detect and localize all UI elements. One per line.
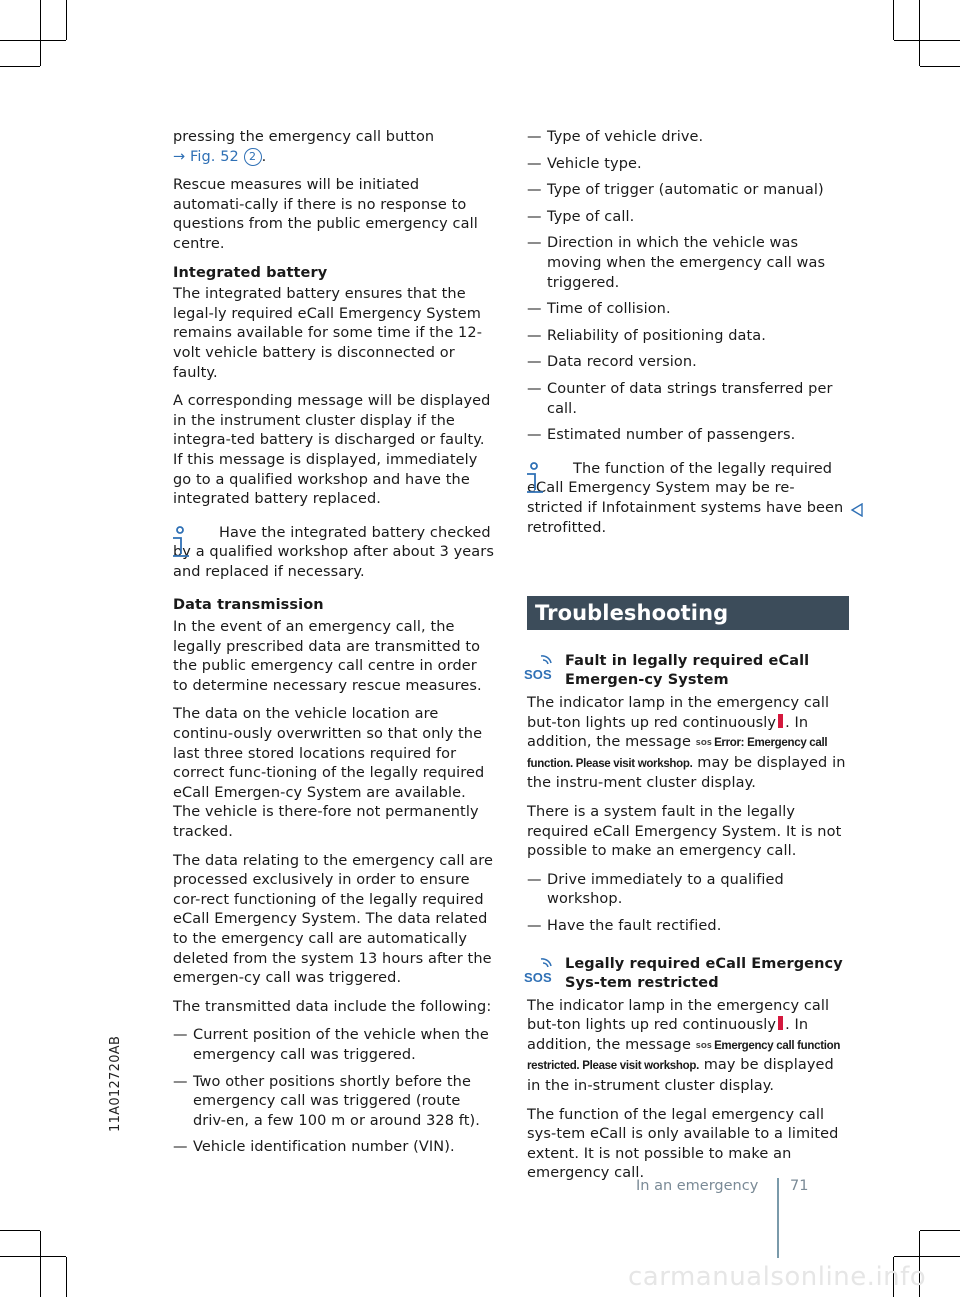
list-item: — Type of vehicle drive.	[527, 128, 849, 148]
infotainment-note-text: The function of the legally required eCall Emergency System may be re-stricted if Infotainment systems have been retrofitted.	[527, 460, 844, 536]
restricted-text: may be displayed in the in-strument cluster display.	[527, 1057, 834, 1094]
red-lamp-icon	[778, 714, 783, 728]
list-item: — Type of trigger (automatic or manual)	[527, 181, 849, 201]
left-column	[173, 128, 495, 1167]
data-paragraph-3: The data relating to the emergency call are processed exclusively in order to ensure cor-rect functioning of the legally required eCall Emergency System. The data related to the emergency call are automatically deleted from the system 13 hours after the emergen-cy call was triggered.	[173, 852, 494, 987]
crop-mark	[894, 1256, 960, 1257]
data-paragraph-2: The data on the vehicle location are continu-ously overwritten so that only the last three stored locations required for correct func-tioning of the legally required eCall Emergen-cy System are available. The vehicle is there-fore not permanently tracked.	[173, 706, 485, 840]
restricted-text: . In addition, the message	[527, 1017, 809, 1053]
list-item: — Vehicle type.	[527, 155, 849, 175]
intro-paragraph: pressing the emergency call button → Fig. 52 2 .	[173, 129, 435, 165]
data-paragraph-4: The transmitted data include the following:	[173, 998, 492, 1015]
fault-text: The indicator lamp in the emergency call but-ton lights up red continuously	[527, 695, 830, 731]
battery-paragraph-2: A corresponding message will be displayed in the instrument cluster display if the integra-ted battery is discharged or faulty. If this message is displayed, immediately go to a qualified workshop and have the integrated battery replaced.	[173, 393, 491, 508]
crop-mark	[0, 1256, 66, 1257]
crop-mark	[40, 1231, 41, 1297]
list-item: — Time of collision.	[527, 300, 849, 320]
svg-text:SOS: SOS	[524, 667, 552, 682]
fault-heading: Fault in legally required eCall Emergen-cy System	[565, 653, 810, 689]
data-list-right	[527, 128, 849, 446]
footer-section-title: In an emergency	[636, 1178, 759, 1194]
restricted-text: The indicator lamp in the emergency call but-ton lights up red continuously	[527, 997, 830, 1034]
document-code: 11A012720AB	[108, 1035, 123, 1132]
restricted-paragraph-2: The function of the legal emergency call sys-tem eCall is only available to a limited extent. It is not possible to make an emergency call.	[527, 1106, 839, 1182]
page-number: 71	[790, 1178, 809, 1194]
crop-mark	[894, 40, 960, 41]
fault-paragraph-2: There is a system fault in the legally required eCall Emergency System. It is not possible to make an emergency call.	[527, 804, 842, 860]
crop-mark	[920, 1230, 960, 1231]
data-paragraph-1: In the event of an emergency call, the legally prescribed data are transmitted to the public emergency call centre in order to determine necessary rescue measures.	[173, 619, 482, 694]
svg-text:SOS: SOS	[524, 969, 552, 984]
crop-mark	[919, 0, 920, 66]
section-header-troubleshooting: Troubleshooting	[527, 596, 849, 630]
fault-text: . In addition, the message	[527, 714, 809, 751]
list-item: — Vehicle identification number (VIN).	[173, 1138, 495, 1158]
crop-mark	[66, 0, 67, 40]
figure-item-number: 2	[244, 148, 262, 166]
fault-text: may be displayed in the instru-ment cluster display.	[527, 754, 846, 792]
list-item: — Counter of data strings transferred per call.	[527, 380, 849, 419]
battery-note	[173, 524, 495, 583]
list-item: — Two other positions shortly before the emergency call was triggered (route driv-en, a few 100 m or around 328 ft).	[173, 1073, 495, 1132]
list-item: — Estimated number of passengers.	[527, 426, 849, 446]
crop-mark	[66, 1257, 67, 1297]
rescue-paragraph: Rescue measures will be initiated automati-cally if there is no response to questions from the public emergency call centre.	[173, 177, 478, 252]
crop-mark	[0, 66, 40, 67]
fault-display-message: Error: Emergency call function. Please visit workshop.	[527, 737, 828, 770]
figure-link[interactable]: Fig. 52	[189, 148, 239, 165]
fault-warning	[524, 652, 849, 690]
watermark: carmanualsonline.info	[628, 1262, 927, 1292]
intro-text: pressing the emergency call button	[173, 129, 435, 145]
battery-note-text: Have the integrated battery checked by a qualified workshop after about 3 years and replaced if necessary.	[173, 524, 495, 580]
fault-paragraph-1	[527, 694, 849, 794]
list-item: — Have the fault rectified.	[527, 917, 849, 937]
red-lamp-icon	[778, 1016, 783, 1030]
data-list-left	[173, 1026, 495, 1158]
sos-icon	[523, 956, 557, 984]
sos-icon	[523, 653, 557, 681]
crop-mark	[920, 66, 960, 67]
list-item: — Current position of the vehicle when the emergency call was triggered.	[173, 1026, 495, 1065]
list-item: — Reliability of positioning data.	[527, 327, 849, 347]
crop-mark	[0, 1230, 40, 1231]
restricted-heading: Legally required eCall Emergency Sys-tem restricted	[565, 955, 843, 991]
crop-mark	[40, 0, 41, 66]
right-column	[524, 128, 849, 1193]
list-item: — Direction in which the vehicle was moving when the emergency call was triggered.	[527, 234, 849, 293]
sos-icon: SOS	[695, 739, 713, 748]
crop-mark	[0, 40, 66, 41]
fault-list	[527, 871, 849, 937]
restricted-paragraph-1	[527, 997, 849, 1097]
sos-icon: SOS	[695, 1041, 713, 1050]
list-item: — Type of call.	[527, 208, 849, 228]
restricted-display-message: Emergency call function restricted. Please visit workshop.	[527, 1039, 841, 1073]
infotainment-note	[527, 460, 849, 538]
list-item: — Data record version.	[527, 353, 849, 373]
triangle-left-icon	[850, 503, 864, 517]
data-heading: Data transmission	[173, 597, 324, 614]
crop-mark	[893, 0, 894, 40]
footer-divider	[777, 1178, 779, 1258]
arrow-right-icon: →	[173, 148, 186, 165]
battery-paragraph-1: The integrated battery ensures that the legal-ly required eCall Emergency System remains available for some time if the 12-volt vehicle battery is disconnected or faulty.	[173, 286, 483, 381]
restricted-warning	[524, 955, 849, 993]
info-icon	[169, 526, 191, 560]
info-icon	[523, 462, 545, 496]
battery-heading: Integrated battery	[173, 264, 328, 281]
list-item: — Drive immediately to a qualified workshop.	[527, 871, 849, 910]
